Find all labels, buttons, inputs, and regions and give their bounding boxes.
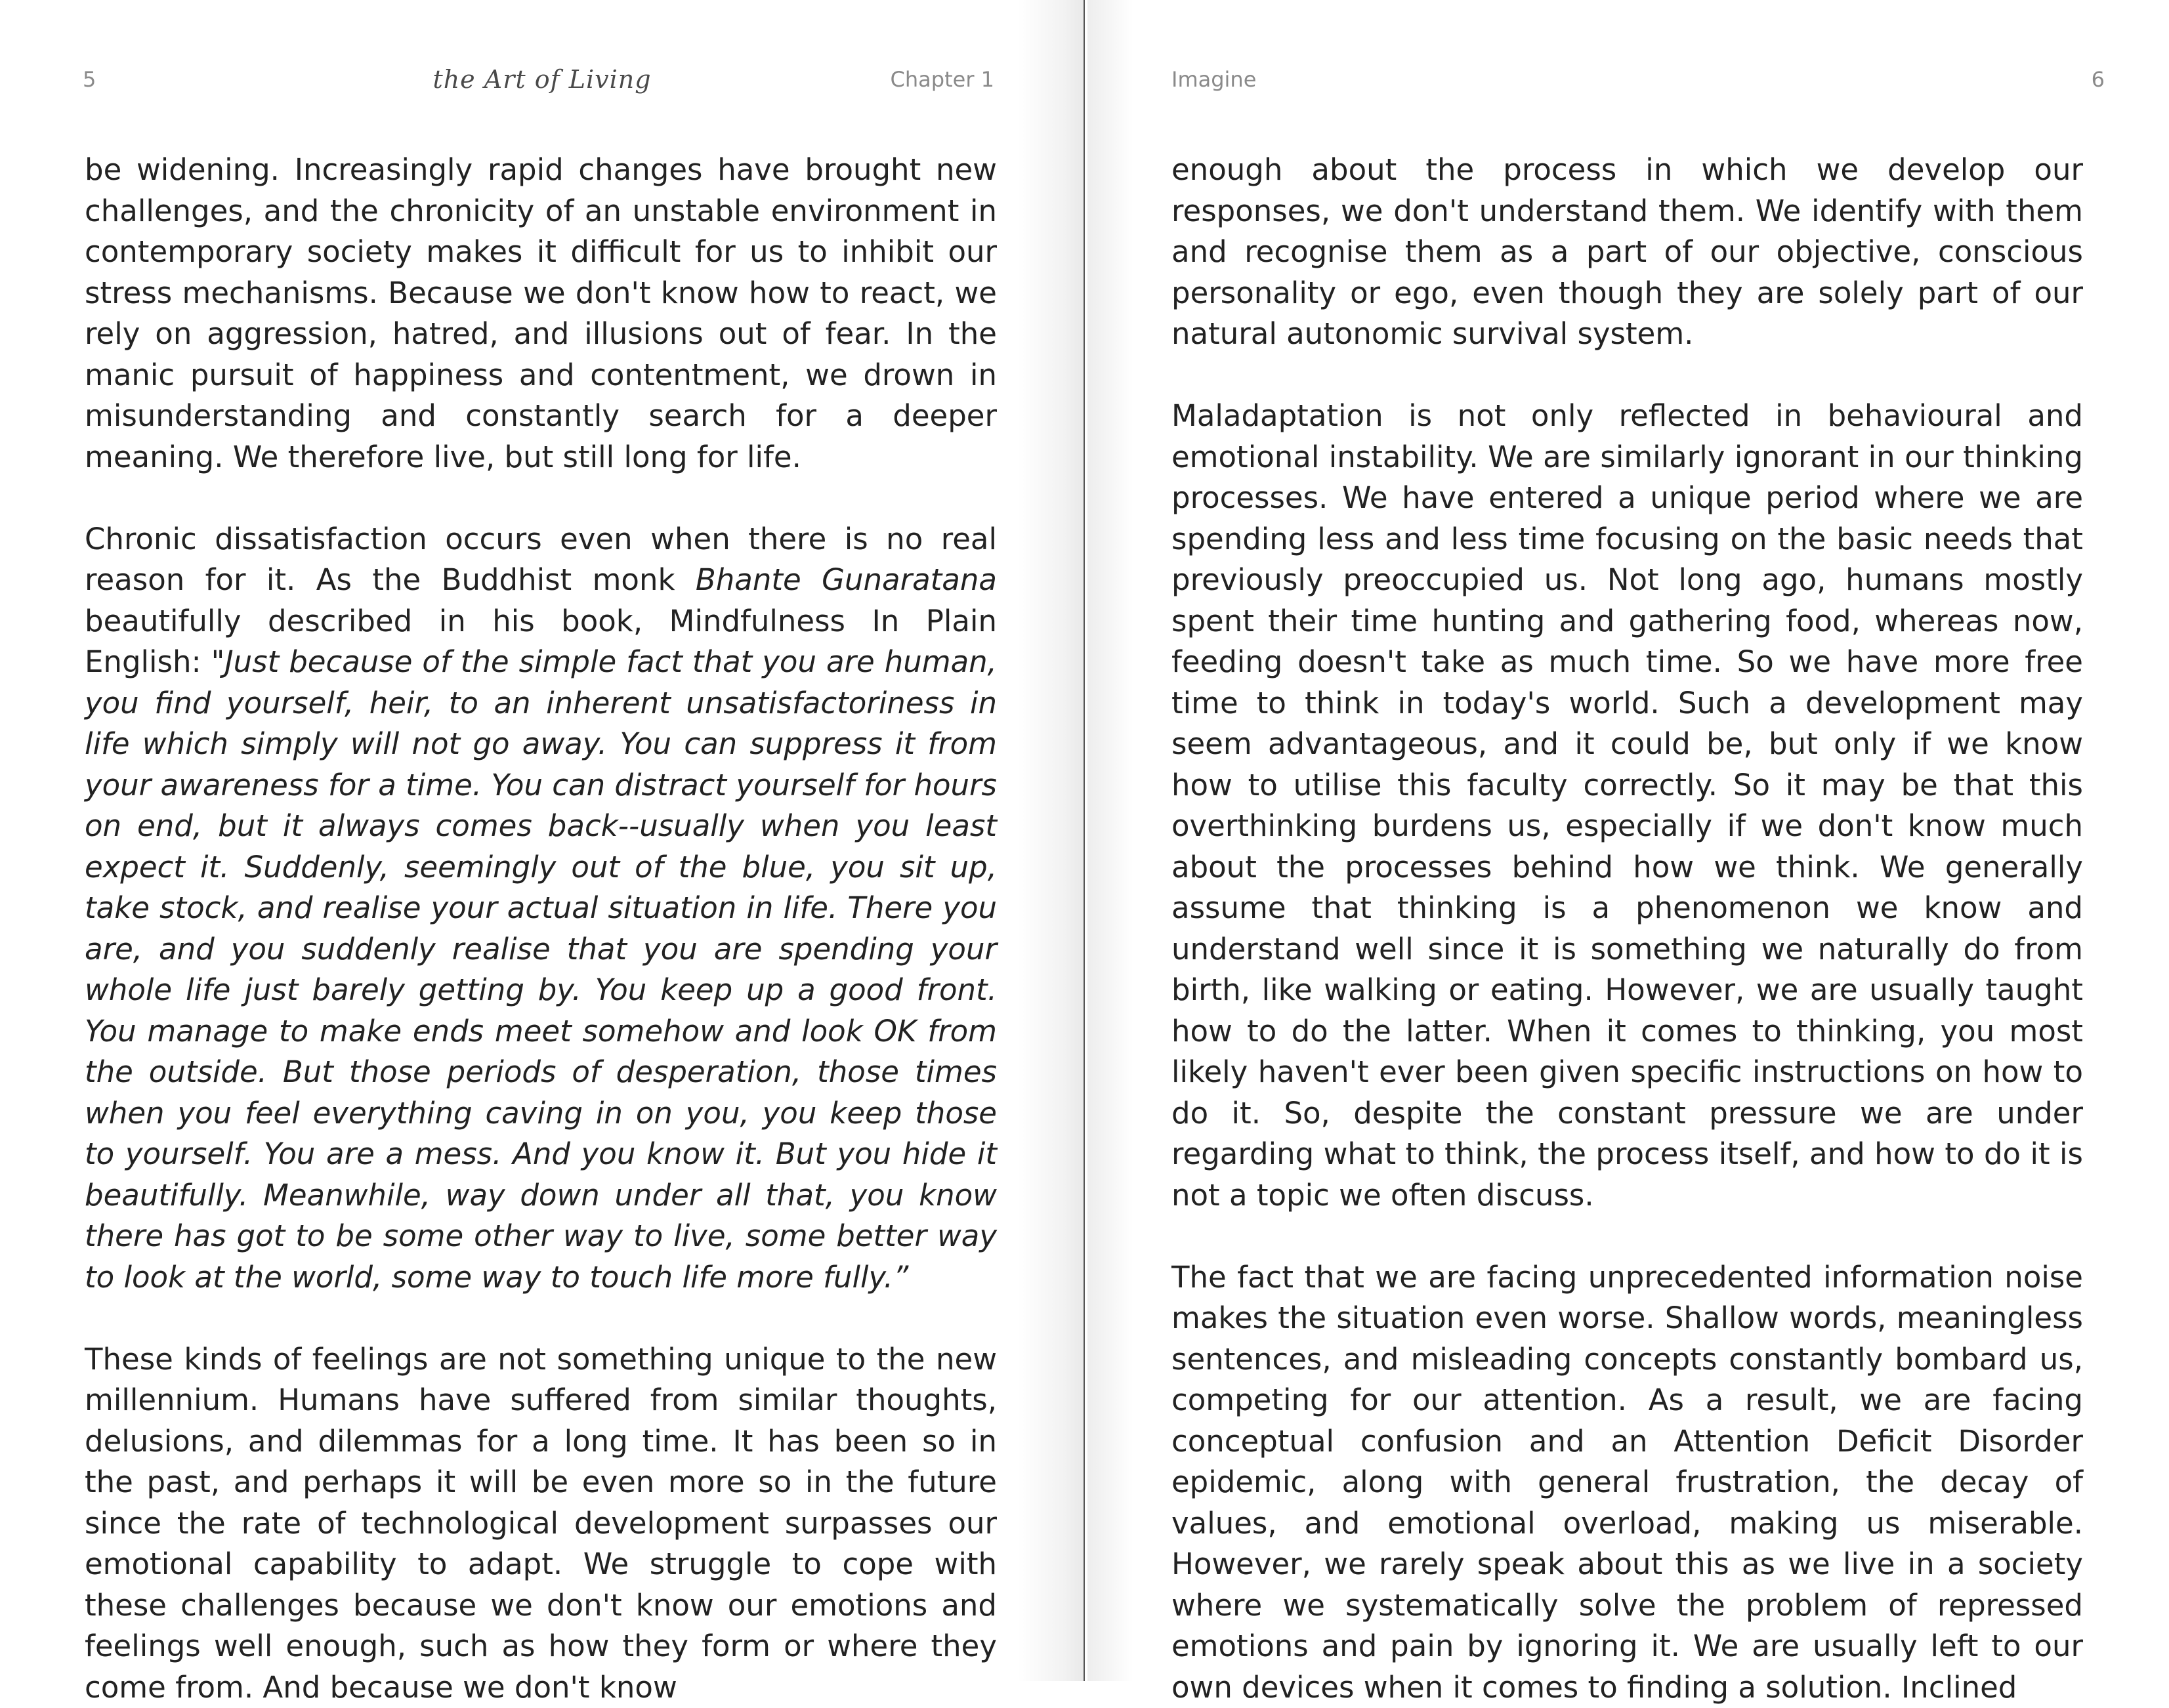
author-name: Bhante Gunaratana — [696, 562, 997, 597]
paragraph: enough about the process in which we develop our responses, we don't understand them. We identify with them and recognise them as a part of our objective, conscious personality or ego, even though they are solely part of our natural autonomic survival system. — [1171, 150, 2083, 355]
right-page-body — [1171, 150, 2083, 1708]
paragraph: These kinds of feelings are not something unique to the new millennium. Humans have suffered from similar thoughts, delusions, and dilemmas for a long time. It has been so in the past, and perhaps it will be even more so in the future since the rate of technological development surpasses our emotional capability to adapt. We struggle to cope with these challenges because we don't know our emotions and feelings well enough, such as how they form or where they come from. And because we don't know — [85, 1339, 997, 1708]
right-page — [1085, 0, 2169, 1681]
running-header-title: Imagine — [1171, 63, 1256, 96]
paragraph-text: beautifully described in his book, Mindfulness In Plain English: — [85, 604, 997, 680]
paragraph-text: Chronic dissatisfaction occurs even when there is no real reason for it. As the Buddhist monk — [85, 522, 997, 598]
left-page-body — [85, 150, 997, 1708]
paragraph: be widening. Increasingly rapid changes have brought new challenges, and the chronicity of an unstable environment in contemporary society makes it difficult for us to inhibit our stress mechanisms. Because we don't know how to react, we rely on aggression, hatred, and illusions out of fear. In the manic pursuit of happiness and contentment, we drown in misunderstanding and constantly search for a deeper meaning. We therefore live, but still long for life. — [85, 150, 997, 478]
paragraph: Maladaptation is not only reflected in behavioural and emotional instability. We are similarly ignorant in our thinking processes. We have entered a unique period where we are spending less and less time focusing on the basic needs that previously preoccupied us. Not long ago, humans mostly spent their time hunting and gathering food, whereas now, feeding doesn't take as much time. So we have more free time to think in today's world. Such a development may seem advantageous, and it could be, but only if we know how to utilise this faculty correctly. So it may be that this overthinking burdens us, especially if we don't know much about the processes behind how we think. We generally assume that thinking is a phenomenon we know and understand well since it is something we naturally do from birth, like walking or eating. However, we are usually taught how to do the latter. When it comes to thinking, you most likely haven't ever been given specific instructions on how to do it. So, despite the constant pressure we are under regarding what to think, the process itself, and how to do it is not a topic we often discuss. — [1171, 396, 2083, 1216]
book-logo: the Art of Living — [0, 63, 1084, 96]
left-page — [0, 0, 1084, 1681]
right-page-number: 6 — [2092, 63, 2105, 96]
paragraph-with-quote — [85, 519, 997, 1299]
paragraph: The fact that we are facing unprecedented information noise makes the situation even worse. Shallow words, meaningless sentences, and misleading concepts constantly bombard us, competing for our attention. As a result, we are facing conceptual confusion and an Attention Deficit Disorder epidemic, along with general frustration, the decay of values, and emotional overload, making us miserable. However, we rarely speak about this as we live in a society where we systematically solve the problem of repressed emotions and pain by ignoring it. We are usually left to our own devices when it comes to finding a solution. Inclined — [1171, 1257, 2083, 1708]
book-quote: "Just because of the simple fact that you are human, you find yourself, heir, to an inherent unsatisfactoriness in life which simply will not go away. You can suppress it from your awareness for a time. You can distract yourself for hours on end, but it always comes back--usually when you least expect it. Suddenly, seemingly out of the blue, you sit up, take stock, and realise your actual situation in life. There you are, and you suddenly realise that you are spending your whole life just barely getting by. You keep up a good front. You manage to make ends meet somehow and look OK from the outside. But those periods of desperation, those times when you feel everything caving in on you, you keep those to yourself. You are a mess. And you know it. But you hide it beautifully. Meanwhile, way down under all that, you know there has got to be some other way to live, some better way to look at the world, some way to touch life more fully.” — [85, 644, 997, 1295]
left-page-number: 5 — [83, 63, 96, 96]
chapter-label: Chapter 1 — [891, 63, 994, 96]
